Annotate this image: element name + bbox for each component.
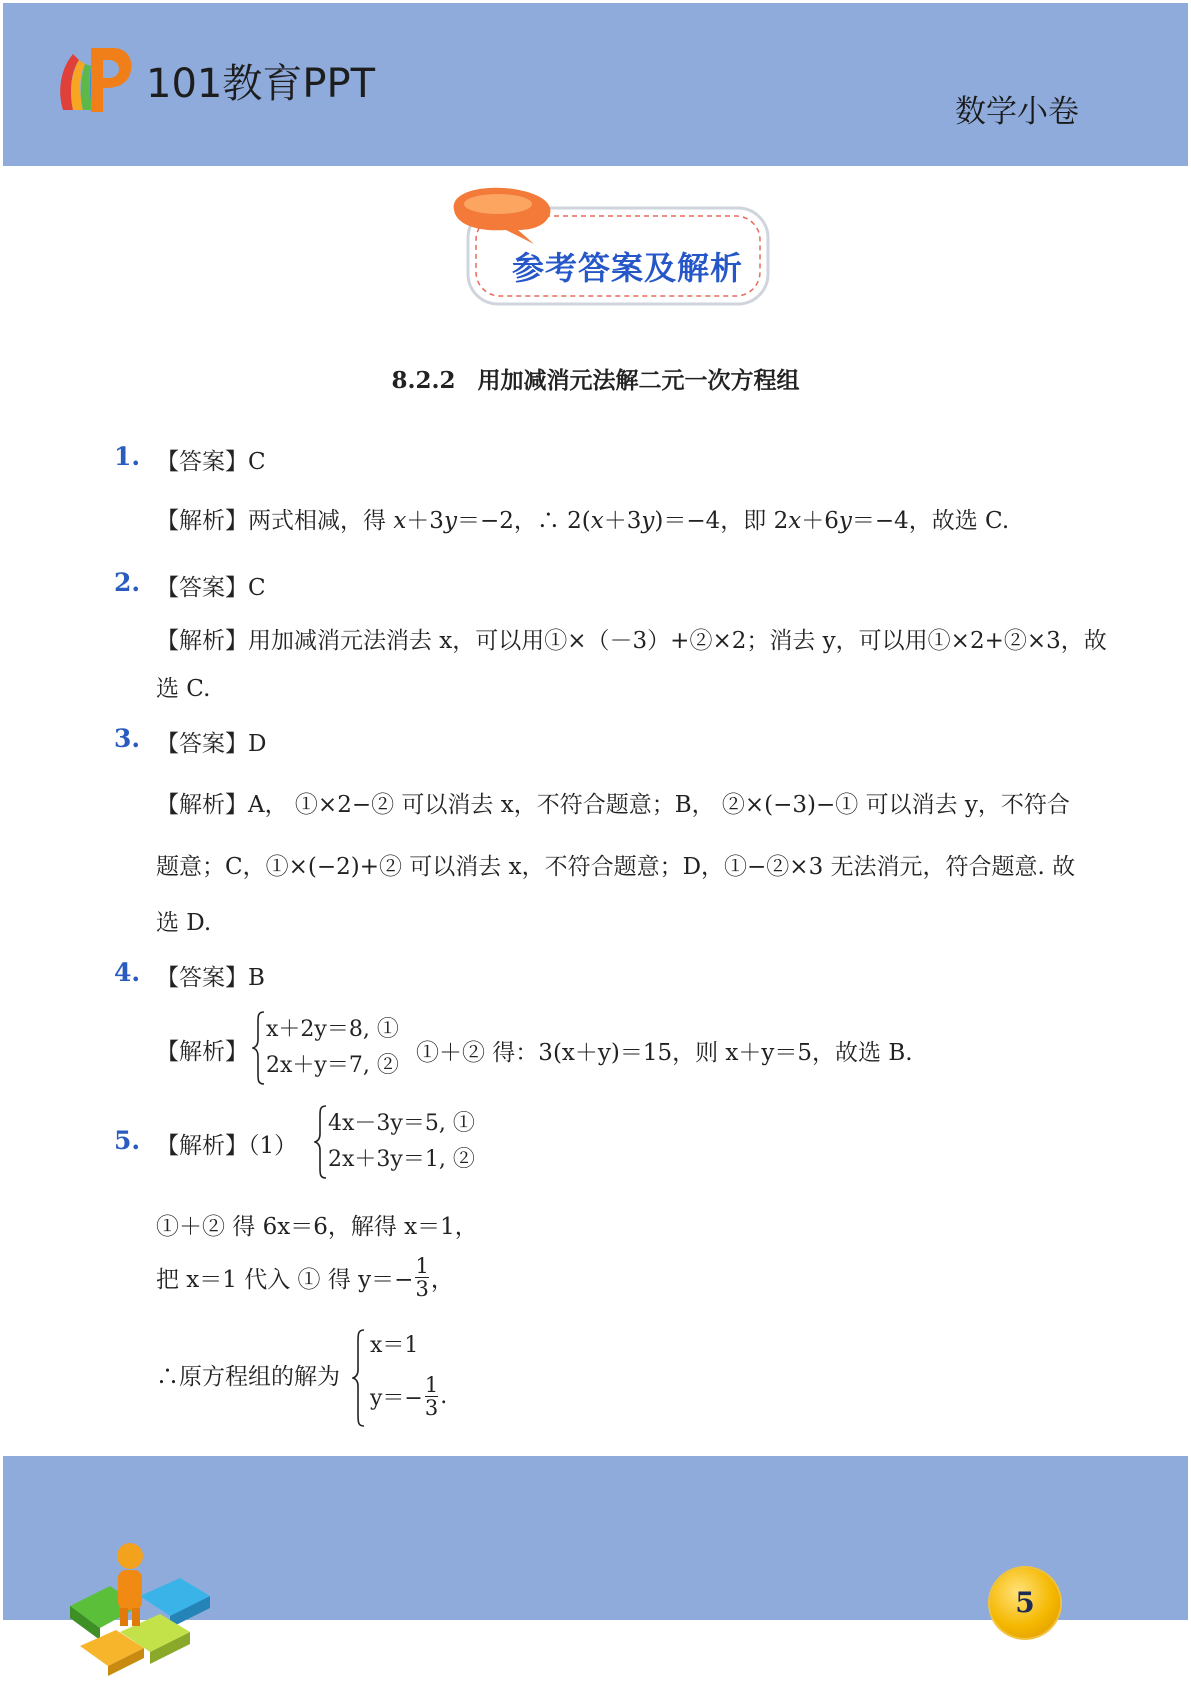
101-ppt-logo-icon [55,40,135,116]
question-5-step-2: 把 x＝1 代入 ① 得 y＝− $\frac{1}{3}$ ， [156,1254,454,1301]
question-4-equation-system [252,1010,399,1086]
question-4-equation-2: 2x＋y＝7, ② [266,1053,399,1078]
question-3-number: 3. [114,724,141,753]
question-5-equation-system [314,1104,475,1180]
question-5-solution-system [352,1328,447,1428]
brand-name: 101教育PPT [146,61,376,107]
question-1-answer: 【答案】C [156,449,266,475]
question-4-number: 4. [114,958,141,987]
question-5-conclusion: ∴原方程组的解为 [156,1364,340,1390]
section-title [0,362,1191,395]
solution-y: y＝− $\frac{1}{3}$ . [370,1372,448,1420]
left-brace-icon [314,1104,328,1180]
left-brace-icon [252,1010,266,1086]
question-1-analysis: 【解析】两式相减，得 x＋3y＝−2，∴ 2(x＋3y)＝−4，即 2x＋6y＝−4，故选 C. [156,508,1010,534]
left-brace-icon [352,1328,366,1428]
badge-title: 参考答案及解析 [512,249,744,287]
question-4-analysis-tail: ①＋② 得：3(x＋y)＝15，则 x＋y＝5，故选 B. [416,1040,913,1066]
question-5-analysis-label: 【解析】（1） [156,1133,298,1159]
question-2-answer: 【答案】C [156,575,266,601]
question-2-analysis-line-1: 【解析】用加减消元法消去 x，可以用①×（－3）+②×2；消去 y，可以用①×2+②×3，故 [156,628,1107,654]
document-type: 数学小卷 [955,94,1079,130]
question-4-analysis-label: 【解析】 [156,1039,248,1065]
section-number: 8.2.2 [391,367,456,394]
mascot-blocks-icon [60,1536,220,1676]
question-1-number: 1. [114,442,141,471]
question-4-equation-1: x＋2y＝8, ① [266,1017,399,1042]
solution-x: x＝1 [370,1333,419,1358]
section-name: 用加减消元法解二元一次方程组 [477,367,800,394]
question-2-number: 2. [114,568,141,597]
question-5-number: 5. [114,1126,141,1155]
page-number: 5 [1015,1586,1035,1619]
question-3-answer: 【答案】D [156,731,267,757]
fraction-one-third: $\frac{1}{3}$ [424,1372,439,1420]
question-3-analysis-line-2: 题意；C，①×(−2)+② 可以消去 x，不符合题意；D，①−②×3 无法消元，符合题意. 故 [156,854,1076,880]
question-2-analysis-line-2: 选 C. [156,676,211,702]
fraction-one-third: $\frac{1}{3}$ [415,1254,429,1301]
question-3-analysis-line-1: 【解析】A， ①×2−② 可以消去 x，不符合题意；B， ②×(−3)−① 可以消去 y，不符合 [156,792,1070,818]
question-4-answer: 【答案】B [156,965,265,991]
question-5-equation-2: 2x＋3y＝1, ② [328,1147,475,1172]
question-3-analysis-line-3: 选 D. [156,910,212,936]
question-5-step-1: ①＋② 得 6x＝6，解得 x＝1， [156,1214,478,1240]
question-5-equation-1: 4x－3y＝5, ① [328,1111,475,1136]
